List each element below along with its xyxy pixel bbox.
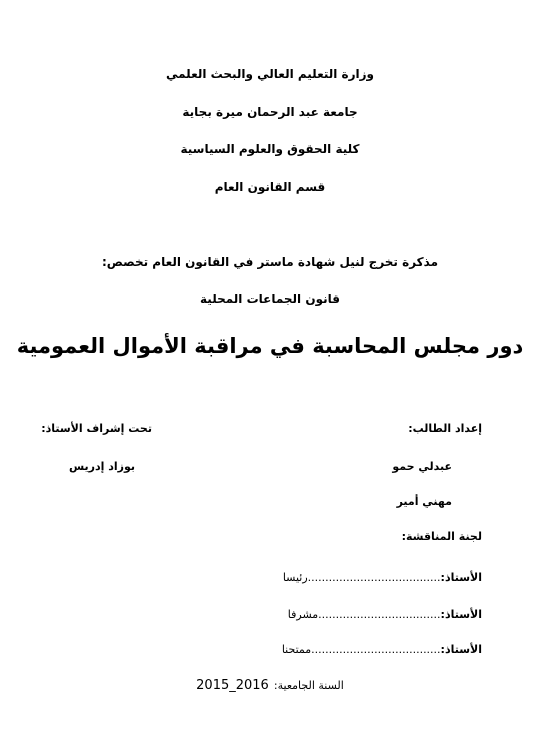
academic-year-label: السنة الجامعية: [273,679,344,692]
committee-member-row: الأستاذ:.....................................ممتحنا [281,643,482,656]
academic-year [0,674,540,693]
academic-year-value: 2015_2016 [196,678,269,693]
faculty-name: كلية الحقوق والعلوم السياسية [180,142,360,156]
committee-member-dots: ...................................... [307,571,441,584]
committee-member-title: الأستاذ [444,571,482,584]
supervisor-name: بوزاد إدريس [68,460,135,473]
committee-member-role: مشرفا [287,608,319,621]
committee-member-dots: ................................... [318,608,441,621]
committee-member-dots: ..................................... [311,643,441,656]
supervisor-label: تحت إشراف الأستاذ: [41,422,152,435]
committee-member-role: ممتحنا [281,643,312,656]
committee-member-title: الأستاذ [444,608,482,621]
thesis-specialty: قانون الجماعات المحلية [200,292,340,306]
ministry-name: وزارة التعليم العالي والبحث العلمي [165,67,375,81]
students-label: إعداد الطالب: [408,422,482,435]
committee-member-row: الأستاذ:...................................مشرفا [287,608,482,621]
thesis-title: دور مجلس المحاسبة في مراقبة الأموال العمومية [16,334,524,358]
student-name-2: مهني أمير [396,495,452,508]
committee-member-title: الأستاذ [444,643,482,656]
thesis-type-line: مذكرة تخرج لنيل شهادة ماستر في القانون العام تخصص: [101,255,439,269]
committee-label: لجنة المناقشة: [401,530,482,543]
committee-member-role: رئيسا [282,571,308,584]
department-name: قسم القانون العام [214,180,326,194]
university-name: جامعة عبد الرحمان ميرة بجاية [182,105,358,119]
committee-member-row: الأستاذ:......................................رئيسا [282,571,482,584]
student-name-1: عبدلي حمو [392,460,452,473]
